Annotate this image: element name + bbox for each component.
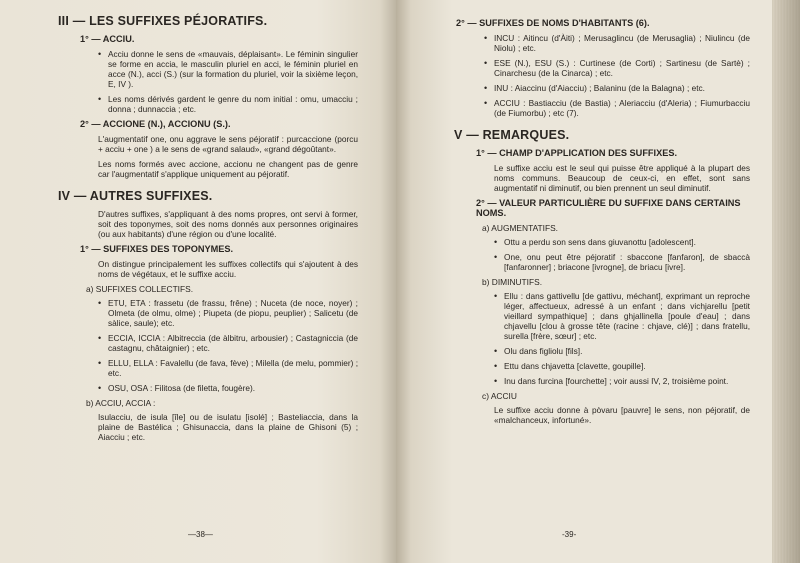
s5-paragraph-1: Le suffixe acciu est le seul qui puisse être appliqué à la plupart des noms communs. Beaucoup de ceux-ci, en effet, sont sans augmentatif ni diminutif, ou bien prennent un seul diminutif.: [494, 163, 750, 193]
s5-bullet-ellu: • Ellu : dans gattivellu [de gattivu, méchant], exprimant un reproche léger, affectueux, adressé à un enfant ; dans vichjarellu [petit vieillard sympathique] ; dans ghjallinella [poule d'eau] ; dans chjavellu [clou à grosse tête (racine : chjave, clé)] ; dans fratellu, surella [frère, sœur] ; etc.: [494, 291, 750, 341]
s4-bullet-etu: • ETU, ETA : frassetu (de frassu, frêne) ; Nuceta (de noce, noyer) ; Olmeta (de olmu, olme) ; Piupeta (de piopu, peuplier) ; Salicetu (de sàlice, saule); etc.: [98, 298, 358, 328]
left-page-number: —38—: [188, 530, 213, 539]
s4-bullet-osu: • OSU, OSA : Filitosa (de filetta, fougère).: [98, 383, 358, 393]
s5-bullet-ettu: • Ettu dans chjavetta [clavette, goupille].: [494, 361, 750, 371]
r-bullet-inu: • INU : Aiaccinu (d'Aiacciu) ; Balaninu (de la Balagna) ; etc.: [484, 83, 750, 93]
s4-sub-b: b) ACCIU, ACCIA :: [86, 398, 156, 408]
section-5-title: V — REMARQUES.: [454, 128, 570, 142]
r-bullet-acciu: • ACCIU : Bastiacciu (de Bastia) ; Aleriacciu (d'Aleria) ; Fiumurbacciu (de Fiumorbu) ; etc (7).: [484, 98, 750, 118]
s4-heading-toponymes: 1° — SUFFIXES DES TOPONYMES.: [80, 244, 234, 254]
s5-sub-b: b) DIMINUTIFS.: [482, 277, 543, 287]
s5-sub-a: a) AUGMENTATIFS.: [482, 223, 558, 233]
s4-bullet-ellu: • ELLU, ELLA : Favalellu (de fava, fève) ; Milella (de melu, pommier) ; etc.: [98, 358, 358, 378]
s5-heading-valeur: 2° — VALEUR PARTICULIÈRE DU SUFFIXE DANS CERTAINS NOMS.: [476, 198, 741, 218]
s3-heading-accione: 2° — ACCIONE (N.), ACCIONU (S.).: [80, 119, 231, 129]
right-page-number: -39-: [562, 530, 577, 539]
r-bullet-ese: • ESE (N.), ESU (S.) : Curtinese (de Corti) ; Sartinesu (de Sartè) ; Cinarchesu (de la Cinarca) ; etc.: [484, 58, 750, 78]
r-heading-habitants: 2° — SUFFIXES DE NOMS D'HABITANTS (6).: [456, 18, 650, 28]
s5-paragraph-c: Le suffixe acciu donne à pòvaru [pauvre] le sens, non péjoratif, de «malchanceux, infortuné».: [494, 405, 750, 425]
book-edge-shadow: [772, 0, 800, 563]
s5-bullet-olu: • Olu dans figliolu [fils].: [494, 346, 750, 356]
s4-bullet-eccia: • ECCIA, ICCIA : Albitreccia (de àlbitru, arbousier) ; Castagniccia (de castagnu, châtaignier) ; etc.: [98, 333, 358, 353]
s4-paragraph-b: Isulacciu, de isula [île] ou de isulatu [isolé] ; Basteliaccia, dans la plaine de Bastélica ; Ghisunaccia, dans la plaine de Ghisoni (5) ; Aiacciu ; etc.: [98, 412, 358, 442]
left-page: [0, 0, 396, 563]
s5-bullet-ottu: • Ottu a perdu son sens dans giuvanottu [adolescent].: [494, 237, 750, 247]
s5-bullet-inu: • Inu dans furcina [fourchette] ; voir aussi IV, 2, troisième point.: [494, 376, 750, 386]
s5-heading-champ: 1° — CHAMP D'APPLICATION DES SUFFIXES.: [476, 148, 678, 158]
s4-sub-a: a) SUFFIXES COLLECTIFS.: [86, 284, 194, 294]
section-4-title: IV — AUTRES SUFFIXES.: [58, 189, 213, 203]
s3-heading-acciu: 1° — ACCIU.: [80, 34, 135, 44]
s3-paragraph-3: L'augmentatif one, onu aggrave le sens péjoratif : purcaccione (porcu + acciu + one ) a le sens de «grand salaud», «grand dégoûtant».: [98, 134, 358, 154]
s5-sub-c: c) ACCIU: [482, 391, 517, 401]
s3-bullet-1: • Acciu donne le sens de «mauvais, déplaisant». Le féminin singulier se forme en accia, le masculin pluriel en acci, le féminin pluriel en acce (N.), acci (S.) (sur la formation du pluriel, voir la sixième leçon, E, IV ).: [98, 49, 358, 89]
s4-paragraph-1: D'autres suffixes, s'appliquant à des noms propres, ont servi à former, soit des toponymes, soit des noms donnés aux personnes originaires (ou aux habitants) d'une région ou d'une localité.: [98, 209, 358, 239]
section-3-title: III — LES SUFFIXES PÉJORATIFS.: [58, 14, 268, 28]
r-bullet-incu: • INCU : Aitincu (d'Àiti) ; Merusaglincu (de Merusaglia) ; Niulincu (de Niolu) ; etc.: [484, 33, 750, 53]
right-page: [396, 0, 772, 563]
s3-paragraph-4: Les noms formés avec accione, accionu ne changent pas de genre car l'augmentatif s'applique uniquement au péjoratif.: [98, 159, 358, 179]
s4-paragraph-2: On distingue principalement les suffixes collectifs qui s'ajoutent à des noms de végétaux, et le suffixe acciu.: [98, 259, 358, 279]
s5-bullet-one: • One, onu peut être péjoratif : sbaccone [fanfaron], de sbaccà [fanfaronner] ; briacone [ivrogne], de briacu [ivre].: [494, 252, 750, 272]
s3-bullet-2: • Les noms dérivés gardent le genre du nom initial : omu, umacciu ; donna ; dunnaccia ; etc.: [98, 94, 358, 114]
